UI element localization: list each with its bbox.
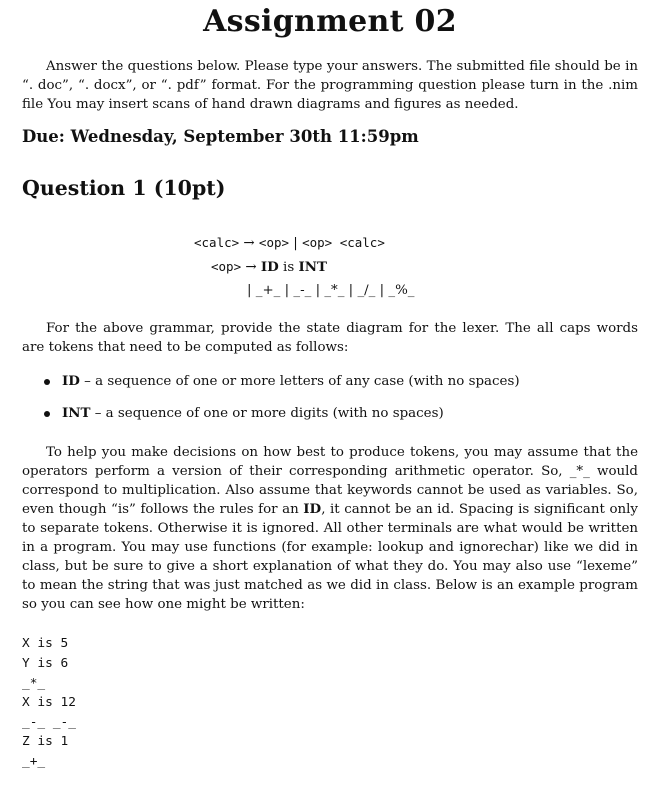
grammar-alternative-bar: | (293, 236, 298, 251)
grammar-arrow: → (243, 236, 255, 251)
grammar-nonterminal-op: <op> (258, 235, 290, 250)
explanation-text-1: To help you make decisions on how best to produce tokens, you may assume that the operators perform a version of their corresponding arithmetic operator. So, _*_ would correspond to multiplication. Also assume that keywords cannot be used as variables. So, even though “is” follows the rules for an (22, 445, 638, 517)
grammar-token-int: INT (298, 259, 327, 275)
code-line: X is 5 (22, 636, 69, 651)
code-line: X is 12 (22, 695, 76, 710)
grammar-arrow: → (245, 260, 257, 275)
code-line: _*_ (22, 676, 46, 691)
grammar-op-calc: <op> <calc> (302, 235, 385, 250)
token-term: ID (62, 373, 80, 389)
token-term: INT (62, 405, 91, 421)
code-line: _-_ _-_ (22, 715, 76, 730)
token-description: – a sequence of one or more digits (with no spaces) (94, 406, 444, 421)
grammar-rule-op (211, 259, 327, 275)
list-item (44, 405, 444, 421)
code-line: Y is 6 (22, 656, 69, 671)
token-description: – a sequence of one or more letters of any case (with no spaces) (84, 374, 520, 389)
explanation-id-term: ID (303, 501, 322, 517)
grammar-nonterminal-calc: <calc> (194, 235, 240, 250)
list-item (44, 373, 520, 389)
explanation-text-2: , it cannot be an id. Spacing is significant only to separate tokens. Otherwise it is ignored. All other terminals are what would be written in a program. You may use functions (for example: lookup and ignorechar) like we did in class, but be sure to give a short explanation of what they do. You may also use “lexeme” to mean the string that was just matched as we did in class. Below is an example program so you can see how one might be written: (22, 502, 638, 612)
document-title: Assignment 02 (203, 4, 457, 39)
grammar-keyword-is: is (283, 260, 295, 275)
bullet-icon (44, 379, 50, 385)
code-line: Z is 1 (22, 734, 69, 749)
grammar-nonterminal-op-lhs: <op> (211, 259, 242, 274)
explanation-paragraph (22, 443, 638, 614)
bullet-icon (44, 411, 50, 417)
due-date: Due: Wednesday, September 30th 11:59pm (22, 127, 419, 146)
intro-paragraph: Answer the questions below. Please type your answers. The submitted file should be in “. doc”, “. docx”, or “. pdf” format. For the programming question please turn in the .nim file You may insert scans of hand drawn diagrams and figures as needed. (22, 59, 638, 112)
code-line: _+_ (22, 754, 46, 769)
question-1-heading: Question 1 (10pt) (22, 176, 226, 200)
grammar-intro-paragraph: For the above grammar, provide the state diagram for the lexer. The all caps words are tokens that need to be computed as follows: (22, 321, 638, 355)
grammar-operators: | _+_ | _-_ | _*_ | _/_ | _%_ (247, 283, 415, 298)
grammar-token-id: ID (260, 259, 279, 275)
grammar-rule-calc (194, 235, 385, 251)
